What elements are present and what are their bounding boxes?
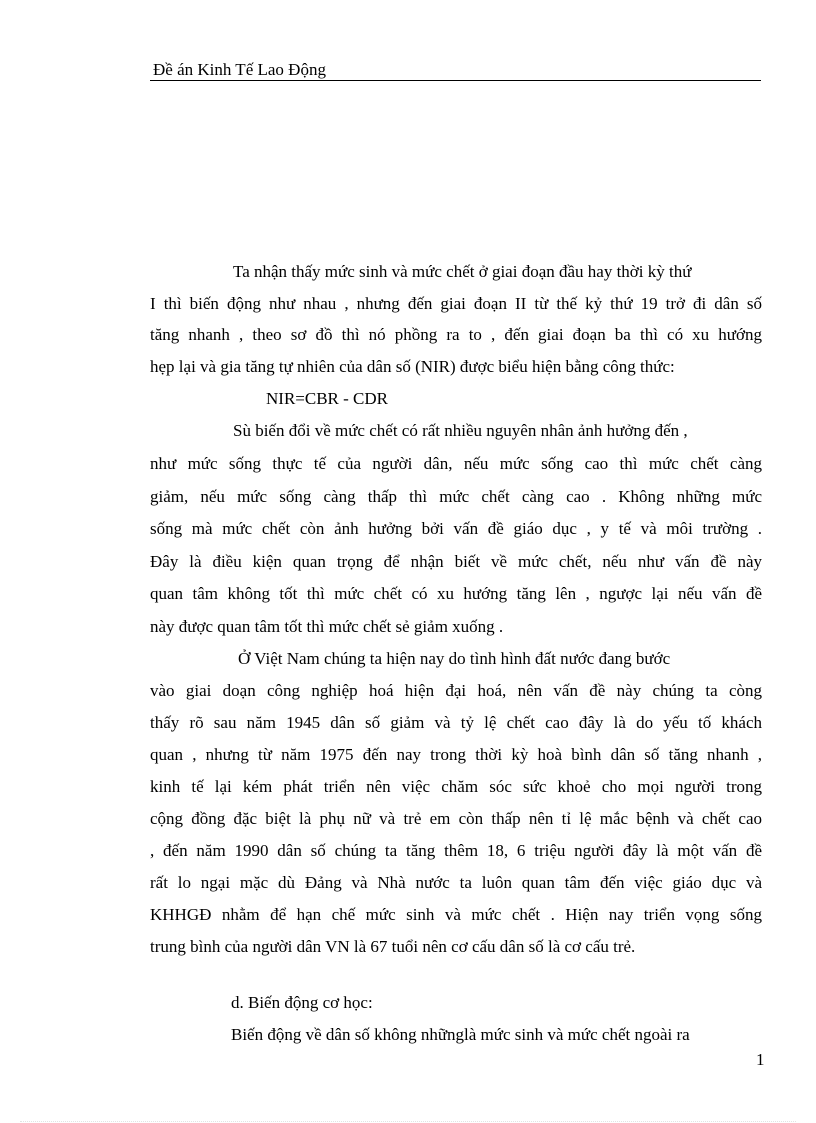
body-line: Ta nhận thấy mức sinh và mức chết ở giai đoạn đầu hay thời kỳ thứ: [233, 262, 692, 281]
body-line: thấy rõ sau năm 1945 dân số giảm và tỷ lệ chết cao đây là do yếu tố khách: [150, 713, 762, 732]
section-heading: d. Biến động cơ học:: [231, 993, 373, 1012]
body-line: trung bình của người dân VN là 67 tuổi nên cơ cấu dân số là cơ cấu trẻ.: [150, 937, 636, 956]
body-line: Biến động về dân số không nhữnglà mức sinh và mức chết ngoài ra: [231, 1025, 690, 1044]
page-number: 1: [756, 1050, 765, 1069]
body-line: quan tâm không tốt thì mức chết có xu hướng tăng lên , ngược lại nếu vấn đề: [150, 584, 762, 603]
body-line: như mức sống thực tế của người dân, nếu mức sống cao thì mức chết càng: [150, 454, 762, 473]
page-edge: [20, 1121, 796, 1122]
body-line: Đây là điều kiện quan trọng để nhận biết về mức chết, nếu như vấn đề này: [150, 552, 762, 571]
body-line: sống mà mức chết còn ảnh hưởng bởi vấn đề giáo dục , y tế và môi trường .: [150, 519, 762, 538]
body-line: Ở Việt Nam chúng ta hiện nay do tình hình đất nước đang bước: [238, 649, 671, 668]
formula-line: NIR=CBR - CDR: [266, 389, 388, 408]
body-line: kinh tế lại kém phát triển nên việc chăm sóc sức khoẻ cho mọi người trong: [150, 777, 762, 796]
body-line: rất lo ngại mặc dù Đảng và Nhà nước ta luôn quan tâm đến việc giáo dục và: [150, 873, 762, 892]
body-line: I thì biến động như nhau , nhưng đến giai đoạn II từ thế kỷ thứ 19 trở đi dân số: [150, 294, 762, 313]
body-line: KHHGĐ nhằm để hạn chế mức sinh và mức chết . Hiện nay triển vọng sống: [150, 905, 762, 924]
running-header-title: Đề án Kinh Tế Lao Động: [153, 60, 326, 79]
body-line: Sù biến đổi về mức chết có rất nhiều nguyên nhân ảnh hưởng đến ,: [233, 421, 688, 440]
body-line: , đến năm 1990 dân số chúng ta tăng thêm 18, 6 triệu người đây là một vấn đề: [150, 841, 762, 860]
body-line: này được quan tâm tốt thì mức chết sẻ giảm xuống .: [150, 617, 504, 636]
body-line: tăng nhanh , theo sơ đồ thì nó phồng ra to , đến giai đoạn ba thì có xu hướng: [150, 325, 762, 344]
body-line: cộng đồng đặc biệt là phụ nữ và trẻ em còn thấp nên tỉ lệ mắc bệnh và chết cao: [150, 809, 762, 828]
body-line: vào giai doạn công nghiệp hoá hiện đại hoá, nên vấn đề này chúng ta còng: [150, 681, 762, 700]
body-line: hẹp lại và gia tăng tự nhiên của dân số (NIR) được biểu hiện bằng công thức:: [150, 357, 675, 376]
header-rule: [150, 80, 761, 81]
body-line: quan , nhưng từ năm 1975 đến nay trong thời kỳ hoà bình dân số tăng nhanh ,: [150, 745, 762, 764]
body-line: giảm, nếu mức sống càng thấp thì mức chết càng cao . Không những mức: [150, 487, 762, 506]
